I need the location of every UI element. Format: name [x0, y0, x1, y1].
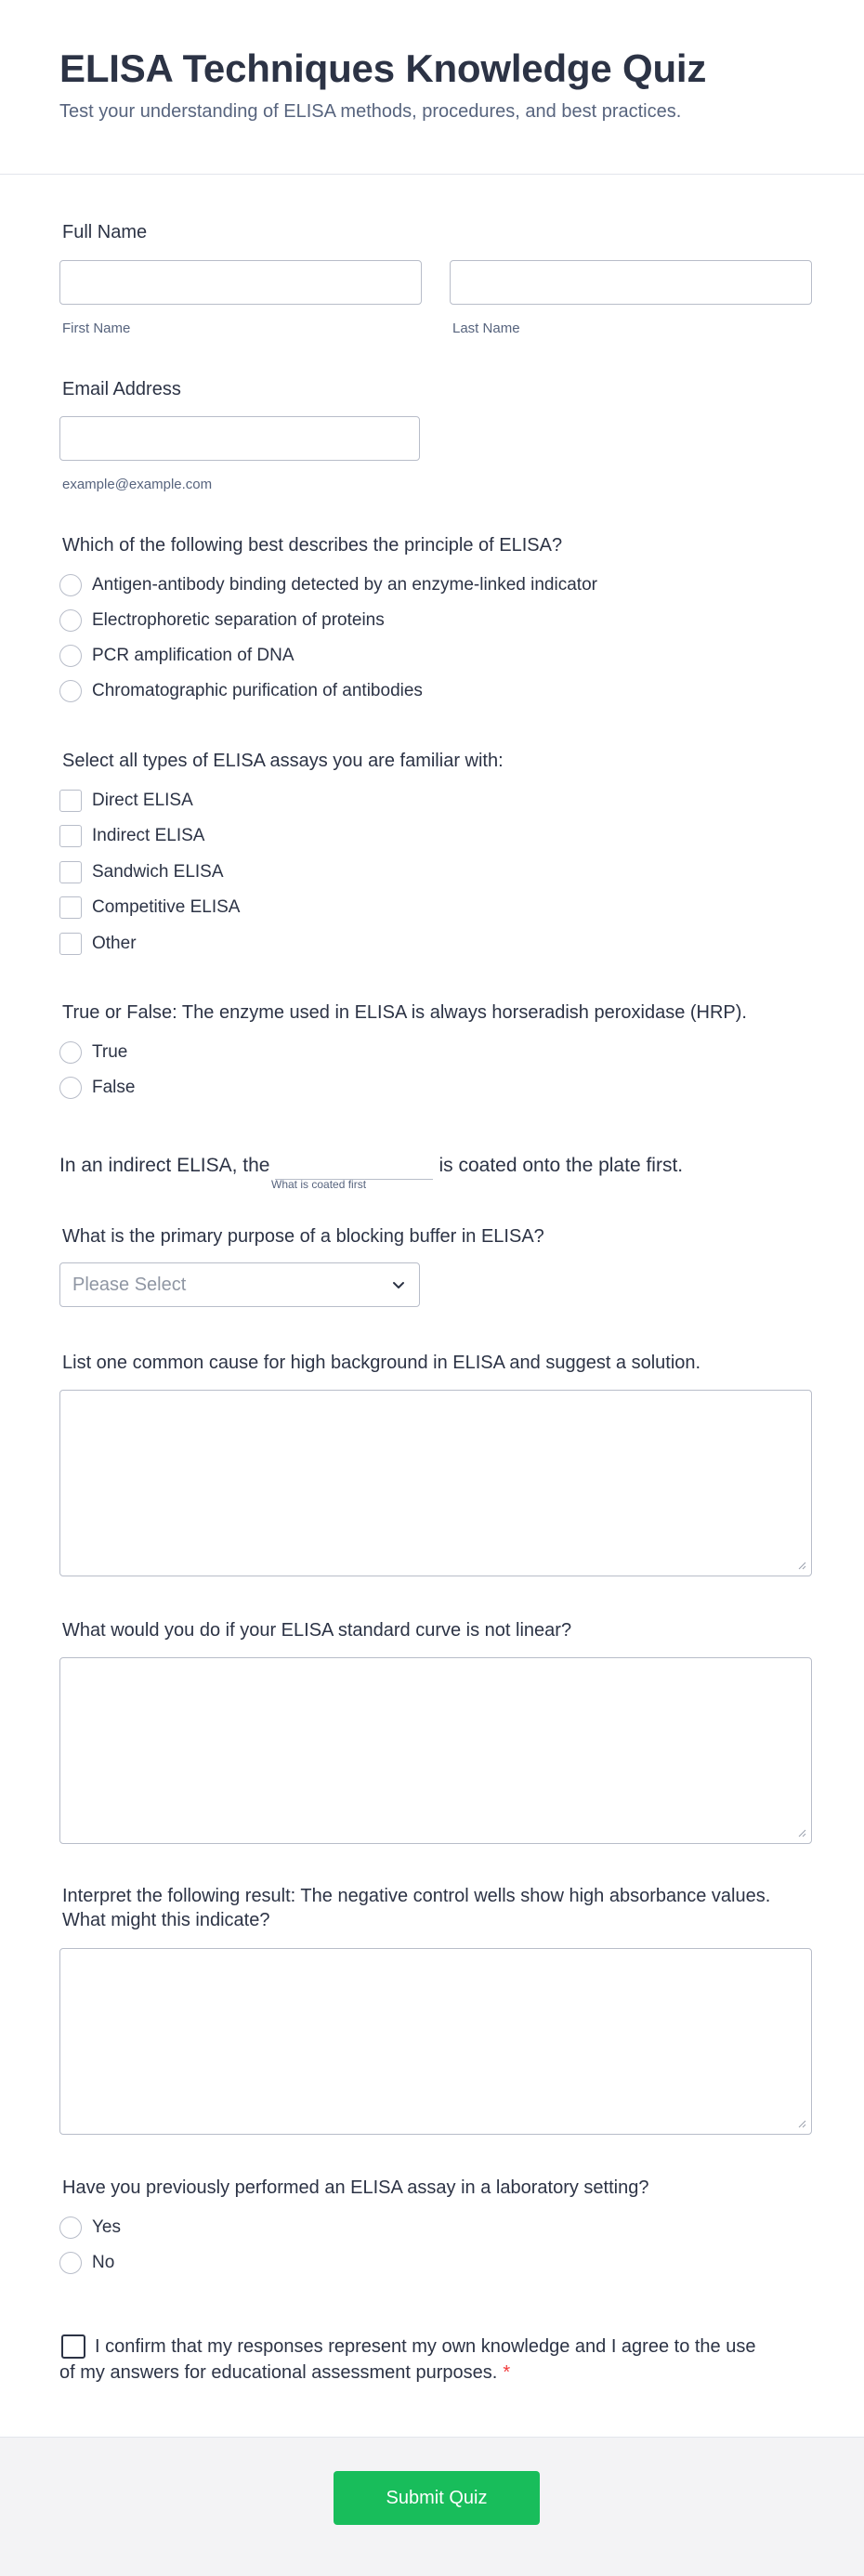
radio-button[interactable]: [59, 2216, 82, 2239]
option-label: Chromatographic purification of antibodies: [92, 681, 423, 700]
fill-blank-question: [59, 1152, 683, 1180]
option-label: Competitive ELISA: [92, 897, 241, 917]
first-name-sublabel: First Name: [62, 320, 131, 336]
email-sublabel: example@example.com: [62, 477, 213, 492]
types-option[interactable]: [59, 859, 224, 885]
radio-button[interactable]: [59, 1041, 82, 1064]
form-subtitle: Test your understanding of ELISA methods, procedures, and best practices.: [59, 101, 682, 122]
option-label: Indirect ELISA: [92, 826, 205, 845]
types-option[interactable]: [59, 788, 193, 814]
resize-grip-icon[interactable]: [797, 1828, 806, 1837]
principle-option[interactable]: [59, 572, 597, 598]
form-header: [0, 0, 864, 175]
types-option[interactable]: [59, 895, 240, 921]
curve-question-label: What would you do if your ELISA standard curve is not linear?: [62, 1620, 572, 1641]
chevron-down-icon: [389, 1275, 408, 1294]
option-label: False: [92, 1078, 136, 1097]
full-name-label: Full Name: [62, 222, 148, 242]
interpret-answer-textarea[interactable]: [59, 1948, 812, 2135]
checkbox[interactable]: [59, 861, 82, 883]
types-question-label: Select all types of ELISA assays you are familiar with:: [62, 751, 504, 771]
interpret-question-label: Interpret the following result: The negative control wells show high absorbance values. What might this indicate?: [62, 1886, 771, 1930]
experience-option[interactable]: [59, 2250, 114, 2276]
truefalse-option[interactable]: [59, 1075, 135, 1101]
confirm-label: I confirm that my responses represent my own knowledge and I agree to the use of my answers for educational assessment purposes.: [59, 2336, 756, 2383]
option-label: No: [92, 2253, 115, 2272]
email-label: Email Address: [62, 379, 181, 399]
blocking-dropdown[interactable]: [59, 1262, 420, 1307]
radio-button[interactable]: [59, 680, 82, 702]
option-label: Direct ELISA: [92, 791, 193, 810]
principle-option[interactable]: [59, 678, 423, 704]
option-label: True: [92, 1042, 128, 1062]
required-asterisk: *: [503, 2362, 511, 2383]
checkbox[interactable]: [59, 790, 82, 812]
experience-question-label: Have you previously performed an ELISA assay in a laboratory setting?: [62, 2177, 649, 2198]
checkbox[interactable]: [59, 825, 82, 847]
first-name-input[interactable]: [59, 260, 422, 305]
option-label: Electrophoretic separation of proteins: [92, 610, 385, 630]
types-option[interactable]: [59, 823, 204, 849]
last-name-input[interactable]: [450, 260, 812, 305]
principle-question-label: Which of the following best describes the principle of ELISA?: [62, 535, 563, 556]
background-question-label: List one common cause for high background in ELISA and suggest a solution.: [62, 1353, 701, 1373]
experience-option[interactable]: [59, 2215, 121, 2241]
resize-grip-icon[interactable]: [797, 2119, 806, 2128]
submit-quiz-button[interactable]: Submit Quiz: [334, 2471, 540, 2525]
email-input[interactable]: [59, 416, 420, 461]
fill-blank-after: is coated onto the plate first.: [439, 1155, 684, 1176]
option-label: Yes: [92, 2217, 121, 2237]
option-label: PCR amplification of DNA: [92, 646, 295, 665]
checkbox[interactable]: [59, 933, 82, 955]
radio-button[interactable]: [59, 1077, 82, 1099]
dropdown-placeholder: Please Select: [72, 1275, 187, 1295]
option-label: Sandwich ELISA: [92, 862, 224, 882]
confirm-statement: [59, 2334, 766, 2386]
blocking-question-label: What is the primary purpose of a blocking buffer in ELISA?: [62, 1226, 544, 1247]
option-label: Antigen-antibody binding detected by an enzyme-linked indicator: [92, 575, 597, 595]
background-answer-textarea[interactable]: [59, 1390, 812, 1576]
radio-button[interactable]: [59, 609, 82, 632]
types-option[interactable]: [59, 931, 137, 957]
truefalse-question-label: True or False: The enzyme used in ELISA is always horseradish peroxidase (HRP).: [62, 1002, 747, 1023]
form-title: ELISA Techniques Knowledge Quiz: [59, 46, 707, 90]
fill-blank-before: In an indirect ELISA, the: [59, 1155, 270, 1176]
radio-button[interactable]: [59, 574, 82, 596]
radio-button[interactable]: [59, 2252, 82, 2274]
option-label: Other: [92, 934, 137, 953]
last-name-sublabel: Last Name: [452, 320, 520, 336]
resize-grip-icon[interactable]: [797, 1561, 806, 1570]
principle-option[interactable]: [59, 608, 385, 634]
curve-answer-textarea[interactable]: [59, 1657, 812, 1844]
checkbox[interactable]: [59, 896, 82, 919]
radio-button[interactable]: [59, 645, 82, 667]
fill-blank-sublabel: What is coated first: [271, 1178, 367, 1191]
fill-blank-input[interactable]: [275, 1152, 433, 1180]
truefalse-option[interactable]: [59, 1040, 127, 1066]
principle-option[interactable]: [59, 643, 295, 669]
